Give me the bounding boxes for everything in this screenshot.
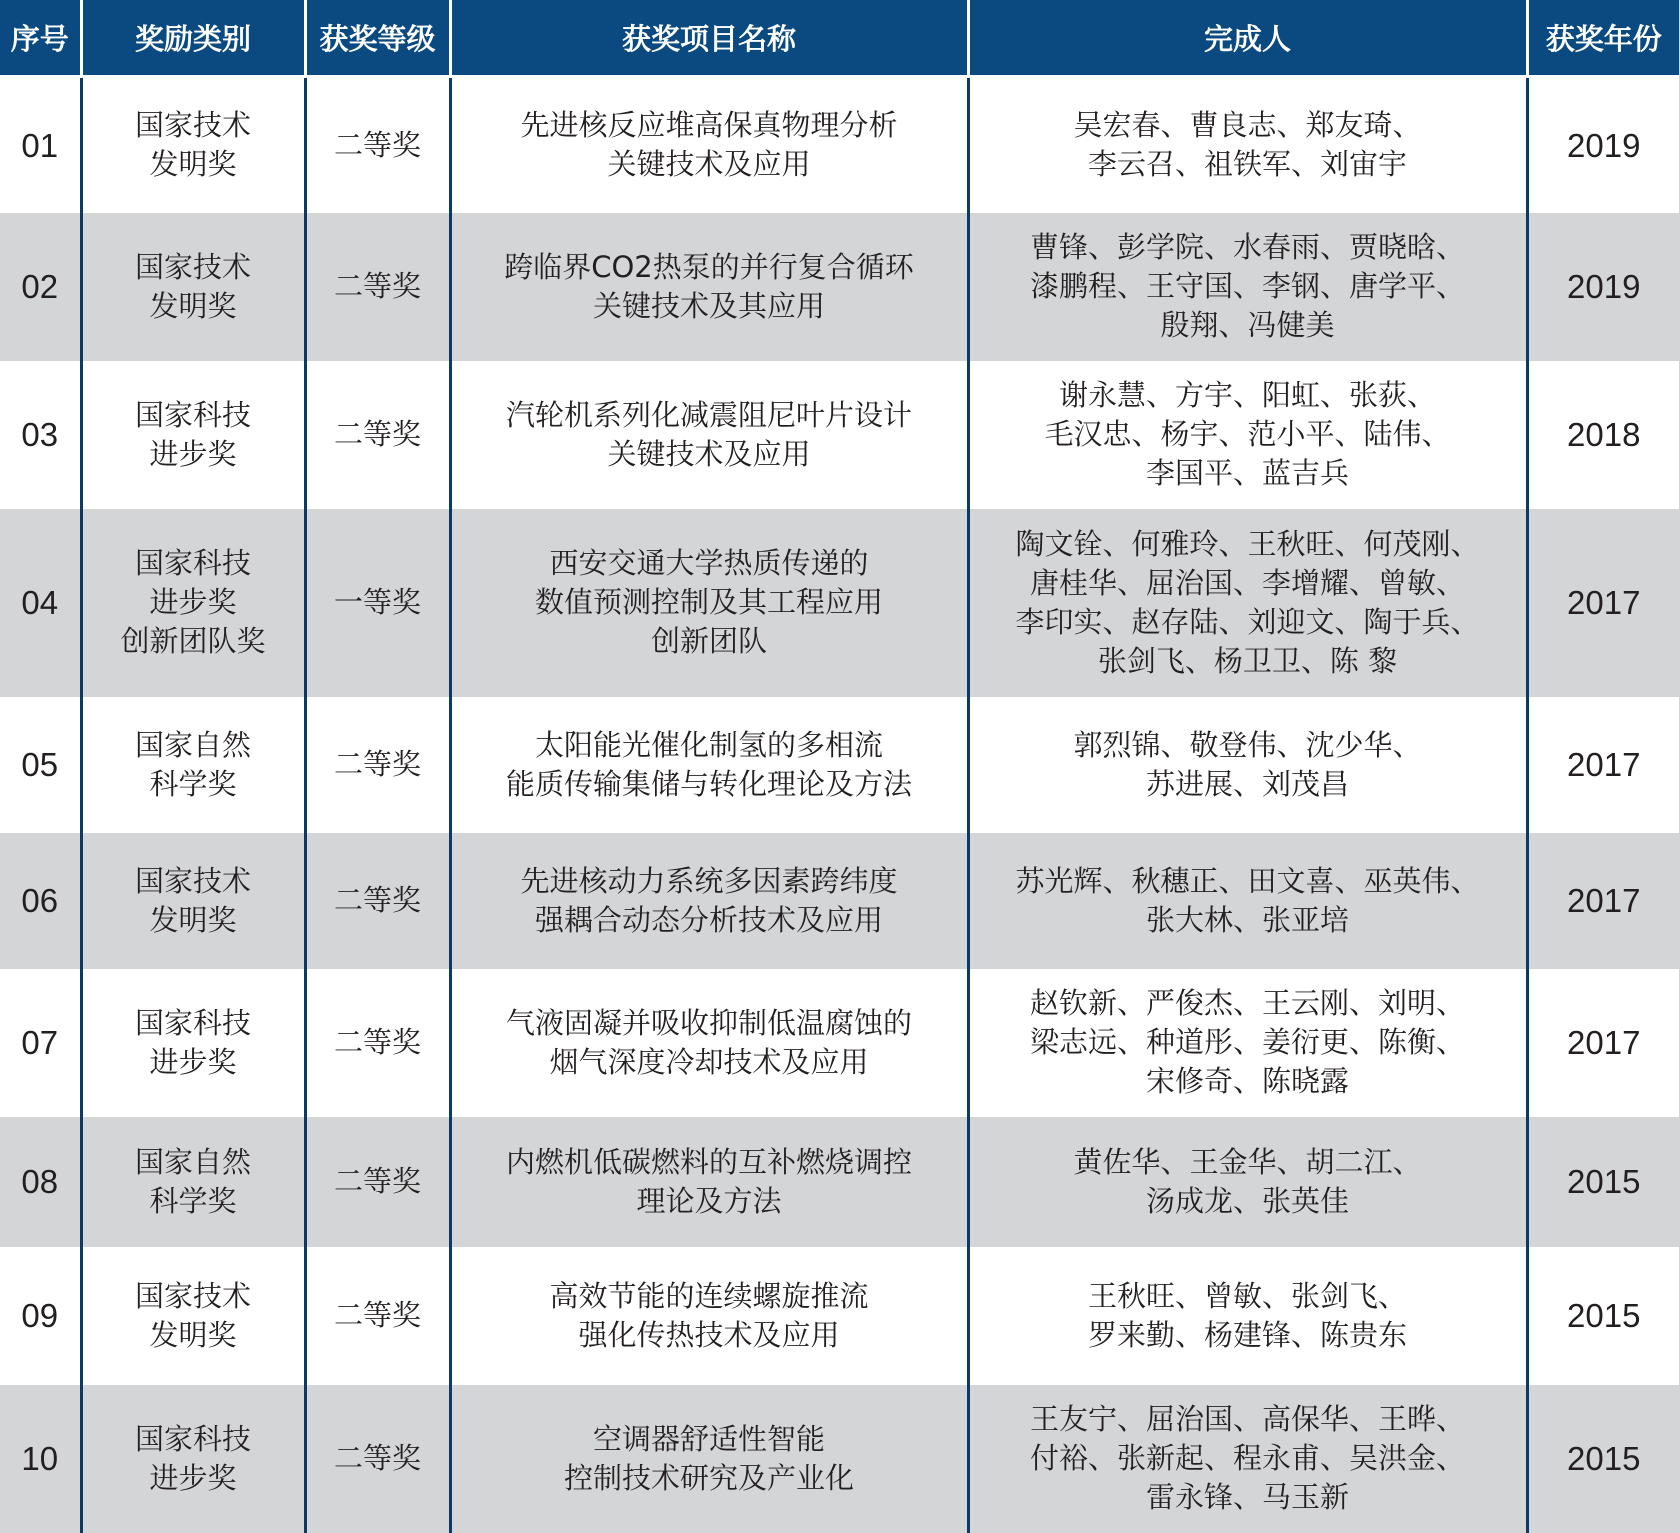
- award-category: 国家自然 科学奖: [81, 1117, 305, 1247]
- completed-by: 吴宏春、曹良志、郑友琦、 李云召、祖铁军、刘宙宇: [968, 77, 1527, 213]
- completed-by: 黄佐华、王金华、胡二江、 汤成龙、张英佳: [968, 1117, 1527, 1247]
- project-name: 西安交通大学热质传递的 数值预测控制及其工程应用 创新团队: [450, 509, 968, 697]
- table-row: [0, 697, 1679, 833]
- award-year: 2019: [1527, 213, 1679, 361]
- project-name: 空调器舒适性智能 控制技术研究及产业化: [450, 1385, 968, 1533]
- header-completed-by: 完成人: [968, 0, 1527, 77]
- row-number: 08: [0, 1117, 81, 1247]
- completed-by: 王秋旺、曾敏、张剑飞、 罗来勤、杨建锋、陈贵东: [968, 1247, 1527, 1385]
- project-name: 气液固凝并吸收抑制低温腐蚀的 烟气深度冷却技术及应用: [450, 969, 968, 1117]
- completed-by: 陶文铨、何雅玲、王秋旺、何茂刚、 唐桂华、屈治国、李增耀、曾敏、 李印实、赵存陆、刘迎文、陶于兵、 张剑飞、杨卫卫、陈 黎: [968, 509, 1527, 697]
- award-grade: 二等奖: [305, 969, 450, 1117]
- award-category: 国家技术 发明奖: [81, 213, 305, 361]
- completed-by: 谢永慧、方宇、阳虹、张荻、 毛汉忠、杨宇、范小平、陆伟、 李国平、蓝吉兵: [968, 361, 1527, 509]
- table-row: [0, 969, 1679, 1117]
- award-category: 国家科技 进步奖 创新团队奖: [81, 509, 305, 697]
- award-grade: 二等奖: [305, 1247, 450, 1385]
- table-row: [0, 1385, 1679, 1533]
- award-grade: 二等奖: [305, 77, 450, 213]
- award-grade: 二等奖: [305, 697, 450, 833]
- award-category: 国家自然 科学奖: [81, 697, 305, 833]
- award-category: 国家技术 发明奖: [81, 77, 305, 213]
- award-category: 国家技术 发明奖: [81, 833, 305, 969]
- row-number: 07: [0, 969, 81, 1117]
- award-category: 国家科技 进步奖: [81, 361, 305, 509]
- row-number: 09: [0, 1247, 81, 1385]
- award-year: 2019: [1527, 77, 1679, 213]
- project-name: 先进核动力系统多因素跨纬度 强耦合动态分析技术及应用: [450, 833, 968, 969]
- table-row: [0, 1247, 1679, 1385]
- award-year: 2017: [1527, 833, 1679, 969]
- award-grade: 二等奖: [305, 1385, 450, 1533]
- row-number: 10: [0, 1385, 81, 1533]
- award-year: 2017: [1527, 509, 1679, 697]
- project-name: 高效节能的连续螺旋推流 强化传热技术及应用: [450, 1247, 968, 1385]
- award-grade: 二等奖: [305, 833, 450, 969]
- table-row: [0, 77, 1679, 213]
- award-year: 2015: [1527, 1385, 1679, 1533]
- header-award-year: 获奖年份: [1527, 0, 1679, 77]
- row-number: 06: [0, 833, 81, 969]
- award-grade: 一等奖: [305, 509, 450, 697]
- project-name: 先进核反应堆高保真物理分析 关键技术及应用: [450, 77, 968, 213]
- table-row: [0, 1117, 1679, 1247]
- header-number: 序号: [0, 0, 81, 77]
- award-year: 2017: [1527, 969, 1679, 1117]
- completed-by: 郭烈锦、敬登伟、沈少华、 苏进展、刘茂昌: [968, 697, 1527, 833]
- completed-by: 曹锋、彭学院、水春雨、贾晓晗、 漆鹏程、王守国、李钢、唐学平、 殷翔、冯健美: [968, 213, 1527, 361]
- row-number: 05: [0, 697, 81, 833]
- award-grade: 二等奖: [305, 1117, 450, 1247]
- award-category: 国家科技 进步奖: [81, 969, 305, 1117]
- table-row: [0, 361, 1679, 509]
- header-row: [0, 0, 1679, 77]
- award-grade: 二等奖: [305, 361, 450, 509]
- project-name: 太阳能光催化制氢的多相流 能质传输集储与转化理论及方法: [450, 697, 968, 833]
- award-year: 2015: [1527, 1247, 1679, 1385]
- table-row: [0, 213, 1679, 361]
- project-name: 内燃机低碳燃料的互补燃烧调控 理论及方法: [450, 1117, 968, 1247]
- row-number: 03: [0, 361, 81, 509]
- project-name: 跨临界CO2热泵的并行复合循环 关键技术及其应用: [450, 213, 968, 361]
- completed-by: 苏光辉、秋穗正、田文喜、巫英伟、 张大林、张亚培: [968, 833, 1527, 969]
- table-row: [0, 833, 1679, 969]
- award-year: 2018: [1527, 361, 1679, 509]
- row-number: 02: [0, 213, 81, 361]
- row-number: 04: [0, 509, 81, 697]
- header-award-grade: 获奖等级: [305, 0, 450, 77]
- table-row: [0, 509, 1679, 697]
- award-category: 国家科技 进步奖: [81, 1385, 305, 1533]
- row-number: 01: [0, 77, 81, 213]
- project-name: 汽轮机系列化减震阻尼叶片设计 关键技术及应用: [450, 361, 968, 509]
- award-year: 2015: [1527, 1117, 1679, 1247]
- completed-by: 王友宁、屈治国、高保华、王晔、 付裕、张新起、程永甫、吴洪金、 雷永锋、马玉新: [968, 1385, 1527, 1533]
- award-year: 2017: [1527, 697, 1679, 833]
- header-award-category: 奖励类别: [81, 0, 305, 77]
- award-category: 国家技术 发明奖: [81, 1247, 305, 1385]
- award-grade: 二等奖: [305, 213, 450, 361]
- completed-by: 赵钦新、严俊杰、王云刚、刘明、 梁志远、种道彤、姜衍更、陈衡、 宋修奇、陈晓露: [968, 969, 1527, 1117]
- header-project-name: 获奖项目名称: [450, 0, 968, 77]
